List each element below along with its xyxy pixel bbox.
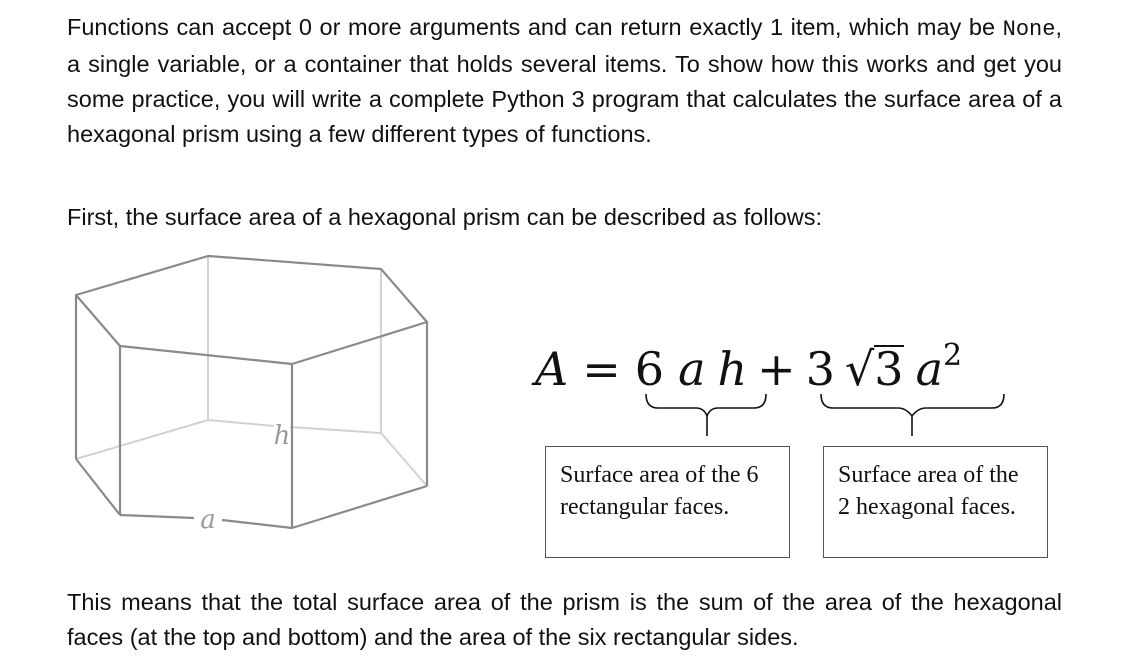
brace-hexagonal	[821, 394, 1004, 416]
conclusion-paragraph: This means that the total surface area of the prism is the sum of the area of the hexagonal faces (at the top and bottom) and the area of the six rectangular sides.	[67, 589, 1062, 650]
intro-text-end: , a single variable, or a container that holds several items. To show how this works and get you some practice, you will write a complete Python 3 program that calculates the surface area of a hexagonal prism using a few different types of functions.	[67, 14, 1062, 147]
formula-sqrt-radicand: 3	[874, 342, 904, 396]
lead-in-paragraph: First, the surface area of a hexagonal prism can be described as follows:	[67, 204, 822, 230]
hexagonal-prism-diagram	[66, 248, 436, 538]
intro-text-start: Functions can accept 0 or more arguments and can return exactly 1 item, which may be	[67, 14, 1003, 40]
visible-edges	[76, 256, 427, 528]
code-none: None	[1002, 17, 1056, 42]
formula-term2-coef: 3	[805, 342, 835, 396]
formula-sqrt-sign: √	[844, 342, 875, 396]
formula-term1-h: h	[717, 342, 748, 396]
label-a: a	[200, 505, 216, 535]
formula-lhs: A	[535, 342, 569, 396]
annotation-hexagonal-faces: Surface area of the 2 hexagonal faces.	[823, 446, 1048, 558]
formula-term2-a: a	[915, 342, 943, 396]
intro-paragraph	[67, 10, 1062, 152]
underbraces	[640, 390, 1020, 440]
formula-plus: +	[757, 342, 796, 396]
formula-exponent: 2	[943, 338, 963, 373]
annotation-rectangular-faces: Surface area of the 6 rectangular faces.	[545, 446, 790, 558]
formula-term1-a: a	[678, 342, 706, 396]
surface-area-formula	[535, 326, 1015, 396]
brace-rectangular	[646, 394, 766, 416]
formula-equals: =	[582, 342, 621, 396]
label-h: h	[273, 421, 291, 451]
formula-term1-coef: 6	[634, 342, 665, 396]
hidden-edges	[76, 256, 427, 486]
